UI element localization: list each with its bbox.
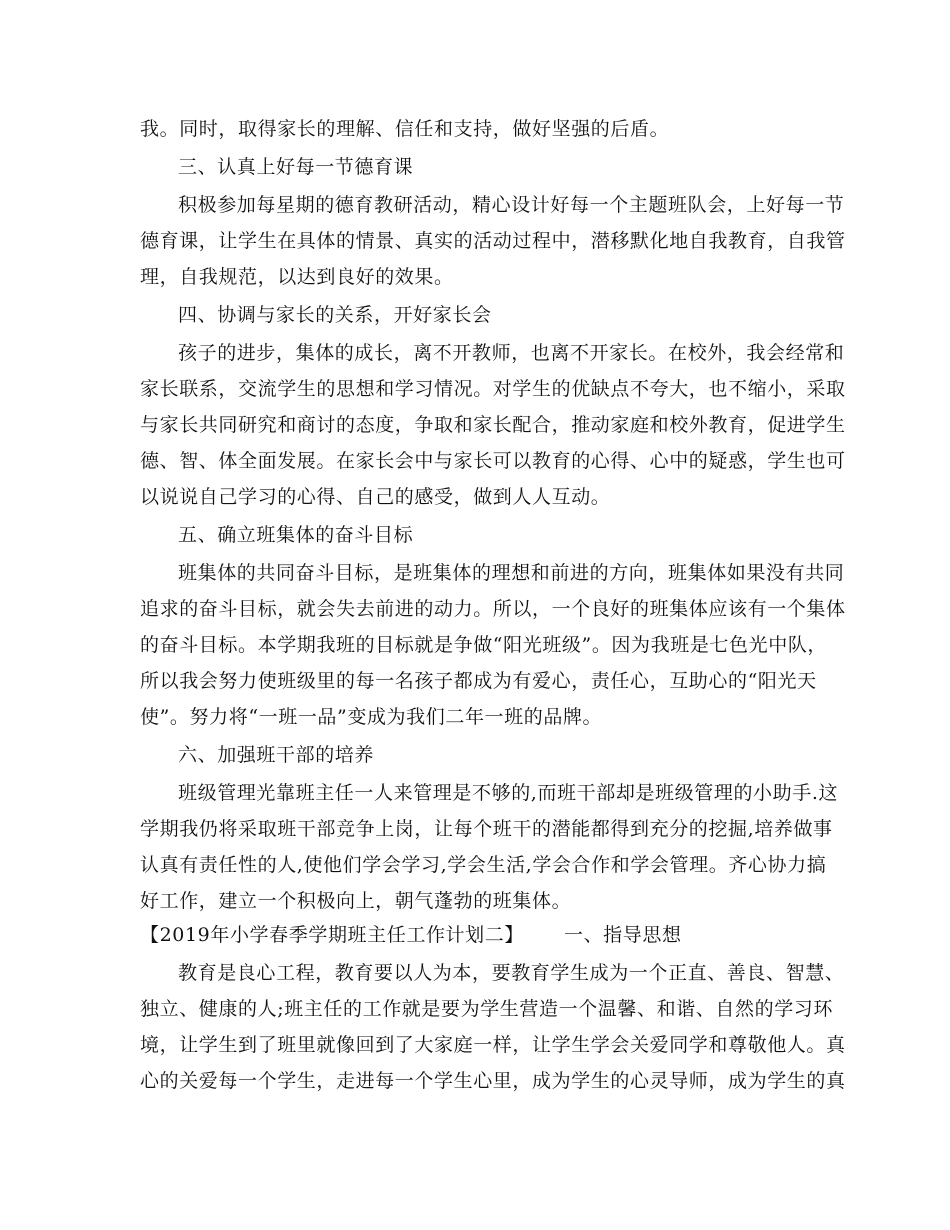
paragraph-line: 以说说自己学习的心得、自己的感受，做到人人互动。 <box>140 486 611 508</box>
paragraph-line: 理，自我规范，以达到良好的效果。 <box>140 266 454 288</box>
paragraph-line: 积极参加每星期的德育教研活动，精心设计好每一个主题班队会，上好每一节 <box>178 194 845 216</box>
paragraph-line: 德、智、体全面发展。在家长会中与家长可以教育的心得、心中的疑惑，学生也可 <box>140 450 846 472</box>
paragraph-line: 班集体的共同奋斗目标，是班集体的理想和前进的方向，班集体如果没有共同 <box>178 562 845 584</box>
section-heading: 五、确立班集体的奋斗目标 <box>178 524 414 546</box>
paragraph-line: 心的关爱每一个学生，走进每一个学生心里，成为学生的心灵导师，成为学生的真 <box>140 1070 846 1092</box>
plan-title: 【2019年小学春季学期班主任工作计划二】 <box>140 924 524 946</box>
paragraph-line: 认真有责任性的人,使他们学会学习,学会生活,学会合作和学会管理。齐心协力搞 <box>140 854 827 876</box>
paragraph-line: 德育课，让学生在具体的情景、真实的活动过程中，潜移默化地自我教育，自我管 <box>140 230 846 252</box>
paragraph-line: 班级管理光靠班主任一人来管理是不够的,而班干部却是班级管理的小助手.这 <box>178 782 839 804</box>
paragraph-line: 家长联系，交流学生的思想和学习情况。对学生的优缺点不夸大，也不缩小，采取 <box>140 378 846 400</box>
paragraph-line: 学期我仍将采取班干部竞争上岗，让每个班干的潜能都得到充分的挖掘,培养做事 <box>140 818 833 840</box>
paragraph-line: 所以我会努力使班级里的每一名孩子都成为有爱心，责任心，互助心的“阳光天 <box>140 670 817 692</box>
paragraph-line: 境，让学生到了班里就像回到了大家庭一样，让学生学会关爱同学和尊敬他人。真 <box>140 1034 846 1056</box>
paragraph-line: 追求的奋斗目标，就会失去前进的动力。所以，一个良好的班集体应该有一个集体 <box>140 598 846 620</box>
section-heading: 六、加强班干部的培养 <box>178 744 375 766</box>
paragraph-line: 孩子的进步，集体的成长，离不开教师，也离不开家长。在校外，我会经常和 <box>178 342 845 364</box>
paragraph-line: 与家长共同研究和商讨的态度，争取和家长配合，推动家庭和校外教育，促进学生 <box>140 414 846 436</box>
paragraph-line: 的奋斗目标。本学期我班的目标就是争做“阳光班级”。因为我班是七色光中队， <box>140 634 828 656</box>
section-heading: 三、认真上好每一节德育课 <box>178 156 414 178</box>
paragraph-line: 好工作，建立一个积极向上，朝气蓬勃的班集体。 <box>140 890 572 912</box>
section-heading: 一、指导思想 <box>563 924 682 946</box>
paragraph-line: 使”。努力将“一班一品”变成为我们二年一班的品牌。 <box>140 706 603 728</box>
plan-title-line <box>140 923 682 947</box>
paragraph-line: 教育是良心工程，教育要以人为本，要教育学生成为一个正直、善良、智慧、 <box>178 962 845 984</box>
paragraph-line: 我。同时，取得家长的理解、信任和支持，做好坚强的后盾。 <box>140 118 670 140</box>
section-heading: 四、协调与家长的关系，开好家长会 <box>178 304 492 326</box>
paragraph-line: 独立、健康的人;班主任的工作就是要为学生营造一个温馨、和谐、自然的学习环 <box>140 998 834 1020</box>
